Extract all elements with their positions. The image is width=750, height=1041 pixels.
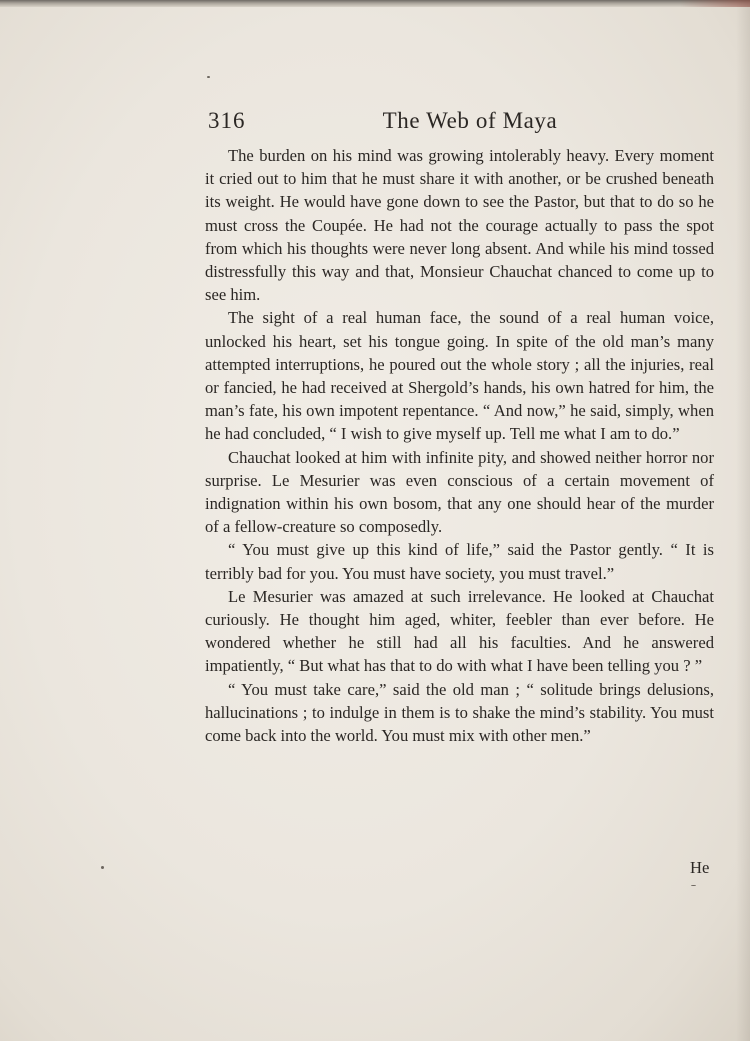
ink-speck	[691, 885, 696, 886]
catchword: He	[690, 858, 710, 877]
paragraph: The sight of a real human face, the sound of a real human voice, unlocked his heart, set his tongue going. In spite of the old man’s many attempted interruptions, he poured out the whole story ; all the injuries, real or fancied, he had received at Shergold’s hands, his own hatred for him, the man’s fate, his own impotent repentance. “ And now,” he said, simply, when he had concluded, “ I wish to give myself up. Tell me what I am to do.”	[205, 308, 714, 444]
page-edge-shadow	[736, 0, 750, 1041]
paragraph: “ You must give up this kind of life,” said the Pastor gently. “ It is terribly bad for you. You must have society, you must travel.”	[205, 540, 714, 583]
body-text	[205, 144, 714, 747]
ink-speck	[207, 76, 210, 78]
ink-speck	[101, 866, 104, 869]
page-number: 316	[208, 108, 246, 133]
paragraph: The burden on his mind was growing intolerably heavy. Every moment it cried out to him that he must share it with another, or be crushed beneath its weight. He would have gone down to see the Pastor, but that to do so he must cross the Coupée. He had not the courage actually to pass the spot from which his thoughts were never long absent. And while his mind tossed distressfully this way and that, Monsieur Chauchat chanced to come up to see him.	[205, 146, 714, 305]
paragraph: Le Mesurier was amazed at such irrelevance. He looked at Chauchat curiously. He thought him aged, whiter, feebler than ever before. He wondered whether he still had all his faculties. And he answered impatiently, “ But what has that to do with what I have been telling you ? ”	[205, 586, 714, 676]
paragraph: “ You must take care,” said the old man ; “ solitude brings delusions, hallucinations ; to indulge in them is to shake the mind’s stability. You must come back into the world. You must mix with other men.”	[205, 679, 714, 746]
running-title: The Web of Maya	[382, 108, 558, 133]
page-top-edge	[0, 0, 750, 7]
page-header	[208, 104, 714, 138]
paragraph: Chauchat looked at him with infinite pity, and showed neither horror nor surprise. Le Mesurier was even conscious of a certain movement of indignation within his own bosom, that any one should hear of the murder of a fellow-creature so composedly.	[205, 447, 714, 537]
